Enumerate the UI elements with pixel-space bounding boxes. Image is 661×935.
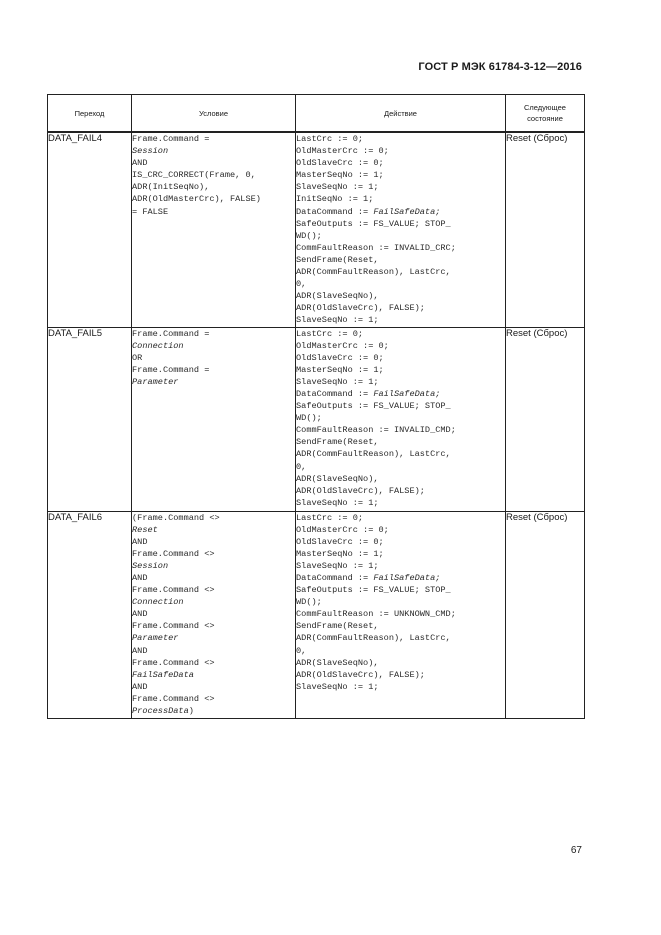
document-header: ГОСТ Р МЭК 61784-3-12—2016 xyxy=(418,61,582,73)
code-line xyxy=(296,352,505,364)
action-cell xyxy=(296,132,506,327)
code-text: SlaveSeqNo := 1; xyxy=(296,681,379,692)
code-line xyxy=(296,461,505,473)
column-header-next-state: Следующее состояние xyxy=(506,95,585,133)
code-text: 0, xyxy=(296,279,307,290)
code-line xyxy=(296,436,505,448)
code-line xyxy=(132,705,295,717)
code-text: LastCrc := 0; xyxy=(296,512,364,523)
code-line xyxy=(296,302,505,314)
state-transition-table xyxy=(47,94,585,719)
code-line xyxy=(132,364,295,376)
code-text: Frame.Command <> xyxy=(132,693,215,704)
table-row xyxy=(48,132,585,327)
code-line xyxy=(296,193,505,205)
code-line xyxy=(296,645,505,657)
code-line xyxy=(132,632,295,644)
code-line xyxy=(132,145,295,157)
code-text-tail: FailSafeData; xyxy=(373,388,441,399)
code-text: Connection xyxy=(132,340,184,351)
code-line xyxy=(132,681,295,693)
code-line xyxy=(296,448,505,460)
code-text: AND xyxy=(132,609,148,620)
code-text: CommFaultReason := INVALID_CRC; xyxy=(296,242,456,253)
code-text: ProcessData xyxy=(132,706,189,716)
code-line xyxy=(132,620,295,632)
code-text: SafeOutputs := FS_VALUE; STOP_ xyxy=(296,218,451,229)
code-line xyxy=(296,669,505,681)
code-line xyxy=(296,657,505,669)
code-line xyxy=(296,206,505,218)
code-line xyxy=(132,584,295,596)
code-text: DataCommand := xyxy=(296,572,374,583)
code-text: SendFrame(Reset, xyxy=(296,254,379,265)
code-text: OldMasterCrc := 0; xyxy=(296,524,389,535)
code-line xyxy=(296,157,505,169)
code-line xyxy=(296,681,505,693)
code-text: DataCommand := xyxy=(296,388,374,399)
code-text: WD(); xyxy=(296,413,322,424)
code-line xyxy=(132,669,295,681)
code-text: OldMasterCrc := 0; xyxy=(296,340,389,351)
code-text: Frame.Command = xyxy=(132,328,210,339)
code-line xyxy=(296,376,505,388)
code-text: ADR(SlaveSeqNo), xyxy=(296,657,379,668)
code-text: ADR(SlaveSeqNo), xyxy=(296,473,379,484)
code-line xyxy=(296,632,505,644)
code-line xyxy=(296,290,505,302)
code-text: CommFaultReason := INVALID_CMD; xyxy=(296,425,456,436)
code-line xyxy=(296,340,505,352)
code-line xyxy=(296,266,505,278)
code-text: Frame.Command <> xyxy=(132,585,215,596)
condition-cell xyxy=(132,511,296,718)
code-text: 0, xyxy=(296,461,307,472)
table-header-row xyxy=(48,95,585,133)
code-text: SlaveSeqNo := 1; xyxy=(296,560,379,571)
code-line xyxy=(296,254,505,266)
code-text: AND xyxy=(132,536,148,547)
code-line xyxy=(296,473,505,485)
code-text: WD(); xyxy=(296,597,322,608)
code-text: ADR(CommFaultReason), LastCrc, xyxy=(296,633,451,644)
next-state-cell: Reset (Сброс) xyxy=(506,132,585,327)
code-text: SafeOutputs := FS_VALUE; STOP_ xyxy=(296,585,451,596)
code-text: InitSeqNo := 1; xyxy=(296,194,374,205)
code-line xyxy=(132,536,295,548)
code-text: AND xyxy=(132,572,148,583)
condition-cell xyxy=(132,132,296,327)
code-text-tail: FailSafeData; xyxy=(373,572,441,583)
code-text: MasterSeqNo := 1; xyxy=(296,170,384,181)
page-number: 67 xyxy=(570,845,582,856)
code-line xyxy=(296,424,505,436)
code-line xyxy=(296,548,505,560)
code-line xyxy=(296,497,505,509)
code-text: OR xyxy=(132,352,143,363)
code-line xyxy=(296,364,505,376)
code-text: = FALSE xyxy=(132,206,169,217)
code-line xyxy=(296,536,505,548)
code-line xyxy=(296,584,505,596)
code-line xyxy=(132,608,295,620)
code-text: SendFrame(Reset, xyxy=(296,437,379,448)
code-text: LastCrc := 0; xyxy=(296,328,364,339)
code-text: OldSlaveCrc := 0; xyxy=(296,158,384,169)
code-line xyxy=(132,693,295,705)
code-text: SlaveSeqNo := 1; xyxy=(296,315,379,326)
code-text: (Frame.Command <> xyxy=(132,512,220,523)
code-line xyxy=(132,376,295,388)
code-line xyxy=(132,206,295,218)
code-line xyxy=(296,169,505,181)
code-line xyxy=(296,278,505,290)
code-text: SendFrame(Reset, xyxy=(296,621,379,632)
code-text: SlaveSeqNo := 1; xyxy=(296,376,379,387)
code-text: DataCommand := xyxy=(296,206,374,217)
code-line xyxy=(132,572,295,584)
code-text: Connection xyxy=(132,597,184,608)
code-line xyxy=(296,620,505,632)
code-text: 0, xyxy=(296,645,307,656)
code-line xyxy=(296,145,505,157)
code-line xyxy=(132,352,295,364)
code-text: Frame.Command <> xyxy=(132,657,215,668)
transition-cell: DATA_FAIL4 xyxy=(48,132,132,327)
code-line xyxy=(296,412,505,424)
code-text: Frame.Command = xyxy=(132,364,210,375)
code-line xyxy=(296,230,505,242)
code-text: SlaveSeqNo := 1; xyxy=(296,497,379,508)
code-text: MasterSeqNo := 1; xyxy=(296,364,384,375)
code-text: OldSlaveCrc := 0; xyxy=(296,352,384,363)
code-line xyxy=(296,485,505,497)
table-row xyxy=(48,511,585,718)
code-text: ADR(OldMasterCrc), FALSE) xyxy=(132,194,261,205)
column-header-transition: Переход xyxy=(48,95,132,133)
code-text-tail: ) xyxy=(188,706,194,716)
code-text: ADR(InitSeqNo), xyxy=(132,182,210,193)
code-text: OldSlaveCrc := 0; xyxy=(296,536,384,547)
code-line xyxy=(296,608,505,620)
code-text: Reset xyxy=(132,524,158,535)
code-text: Parameter xyxy=(132,376,179,387)
code-line xyxy=(132,524,295,536)
code-line xyxy=(132,340,295,352)
transition-cell: DATA_FAIL5 xyxy=(48,327,132,511)
code-line xyxy=(132,596,295,608)
next-state-cell: Reset (Сброс) xyxy=(506,327,585,511)
code-text: SlaveSeqNo := 1; xyxy=(296,182,379,193)
table-row xyxy=(48,327,585,511)
code-line xyxy=(132,560,295,572)
code-text: Session xyxy=(132,146,169,157)
code-text: Frame.Command <> xyxy=(132,548,215,559)
code-line xyxy=(132,133,295,145)
next-state-cell: Reset (Сброс) xyxy=(506,511,585,718)
code-line xyxy=(296,181,505,193)
code-line xyxy=(132,169,295,181)
code-text: ADR(OldSlaveCrc), FALSE); xyxy=(296,303,425,314)
code-text: ADR(CommFaultReason), LastCrc, xyxy=(296,267,451,278)
code-text-tail: FailSafeData; xyxy=(373,206,441,217)
action-cell xyxy=(296,327,506,511)
code-line xyxy=(296,512,505,524)
code-line xyxy=(296,218,505,230)
code-text: SafeOutputs := FS_VALUE; STOP_ xyxy=(296,401,451,412)
code-line xyxy=(132,328,295,340)
code-text: MasterSeqNo := 1; xyxy=(296,548,384,559)
code-text: WD(); xyxy=(296,230,322,241)
code-line xyxy=(296,388,505,400)
code-line xyxy=(296,242,505,254)
code-line xyxy=(132,645,295,657)
code-text: AND xyxy=(132,681,148,692)
code-line xyxy=(132,157,295,169)
code-line xyxy=(132,193,295,205)
code-line xyxy=(296,133,505,145)
code-text: IS_CRC_CORRECT(Frame, 0, xyxy=(132,170,256,181)
code-line xyxy=(296,524,505,536)
code-line xyxy=(296,572,505,584)
code-text: FailSafeData xyxy=(132,669,194,680)
code-text: Frame.Command <> xyxy=(132,621,215,632)
code-line xyxy=(296,400,505,412)
column-header-condition: Условие xyxy=(132,95,296,133)
column-header-action: Действие xyxy=(296,95,506,133)
condition-cell xyxy=(132,327,296,511)
code-text: ADR(OldSlaveCrc), FALSE); xyxy=(296,485,425,496)
code-line xyxy=(132,548,295,560)
code-text: ADR(CommFaultReason), LastCrc, xyxy=(296,449,451,460)
code-text: CommFaultReason := UNKNOWN_CMD; xyxy=(296,609,456,620)
code-line xyxy=(296,314,505,326)
action-cell xyxy=(296,511,506,718)
code-text: ADR(OldSlaveCrc), FALSE); xyxy=(296,669,425,680)
transition-cell: DATA_FAIL6 xyxy=(48,511,132,718)
code-text: Session xyxy=(132,560,169,571)
code-line xyxy=(296,328,505,340)
code-text: AND xyxy=(132,645,148,656)
code-text: AND xyxy=(132,158,148,169)
code-text: LastCrc := 0; xyxy=(296,134,364,144)
code-text: OldMasterCrc := 0; xyxy=(296,146,389,157)
code-line xyxy=(296,560,505,572)
code-text: ADR(SlaveSeqNo), xyxy=(296,291,379,302)
code-line xyxy=(132,657,295,669)
code-text: Frame.Command = xyxy=(132,134,210,144)
code-line xyxy=(296,596,505,608)
code-text: Parameter xyxy=(132,633,179,644)
code-line xyxy=(132,181,295,193)
code-line xyxy=(132,512,295,524)
